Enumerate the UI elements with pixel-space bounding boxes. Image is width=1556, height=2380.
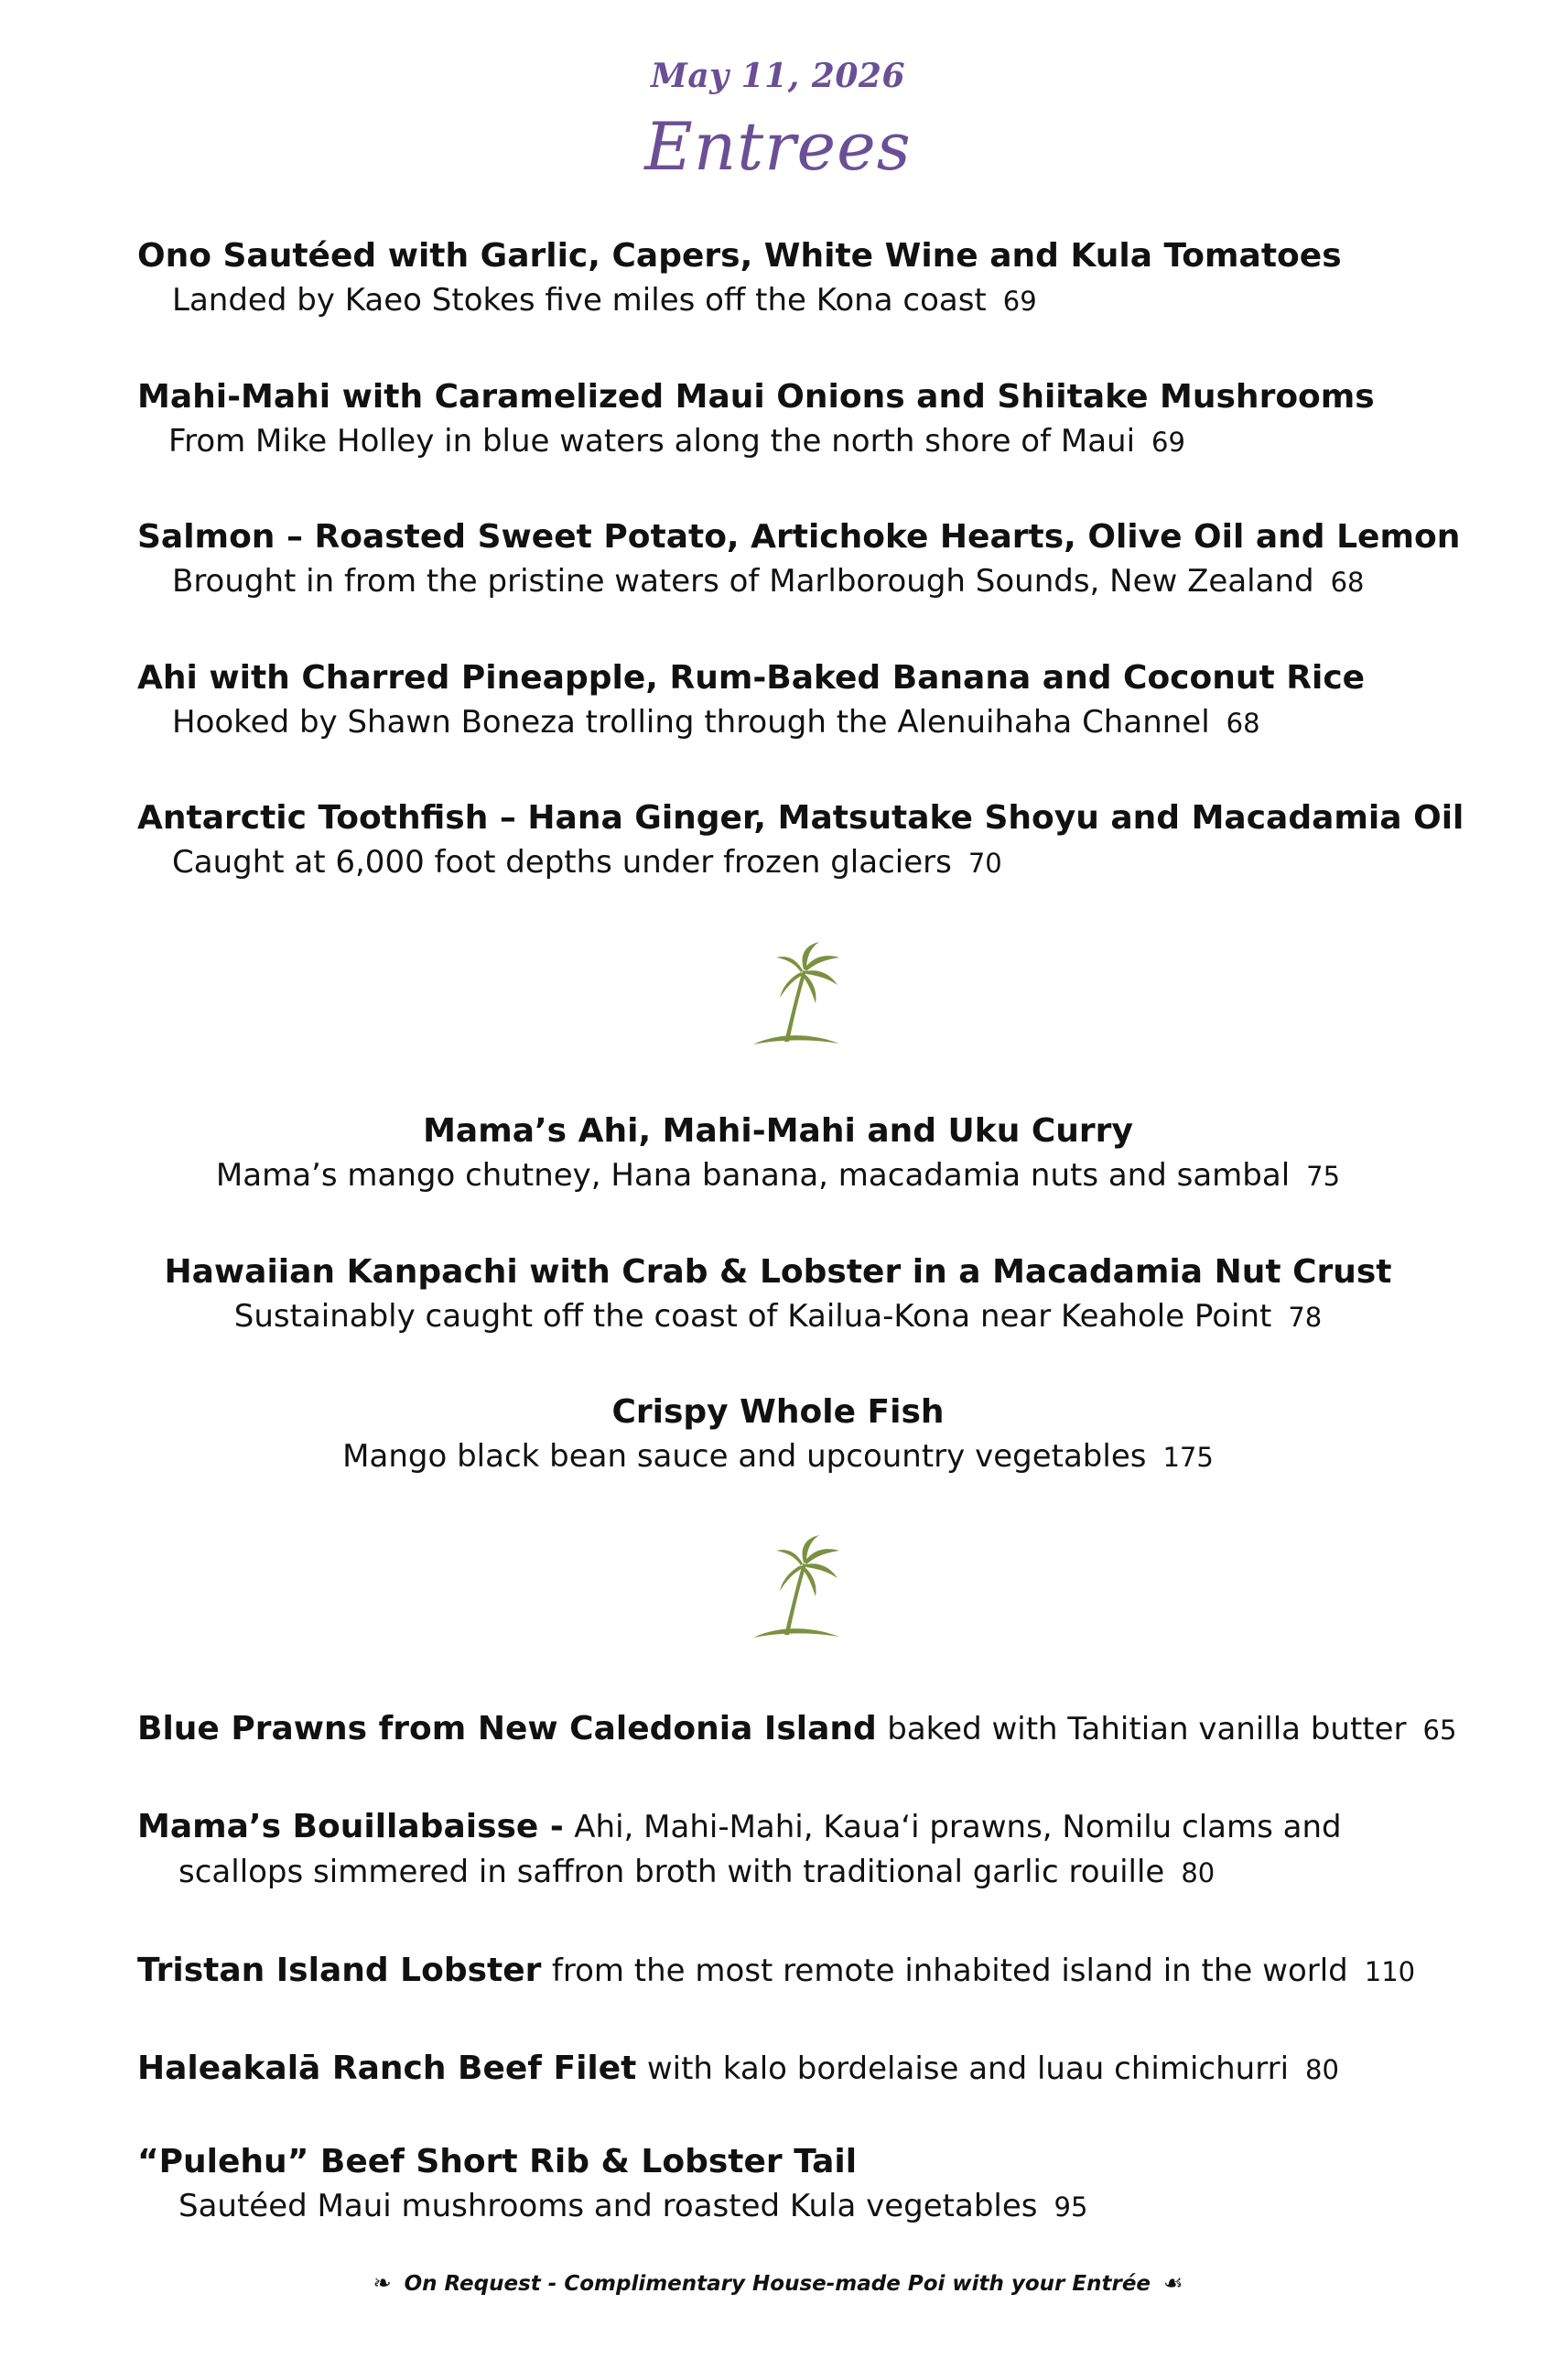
page-title: Entrees bbox=[644, 108, 912, 185]
item-title: Salmon – Roasted Sweet Potato, Artichoke Hearts, Olive Oil and Lemon bbox=[137, 518, 1461, 556]
item-title: Ono Sautéed with Garlic, Capers, White Wine and Kula Tomatoes bbox=[137, 237, 1342, 275]
menu-item-bouillabaisse bbox=[137, 1804, 1342, 1895]
footnote bbox=[0, 2270, 1556, 2296]
item-description: baked with Tahitian vanilla butter bbox=[887, 1711, 1407, 1747]
menu-item-tristan-lobster bbox=[137, 1948, 1415, 1995]
leaf-ornament-icon: ❧ bbox=[373, 2270, 392, 2296]
menu-item-short-rib bbox=[137, 2140, 1087, 2229]
item-description: Mango black bean sauce and upcountry vegetables bbox=[342, 1438, 1147, 1475]
item-description: Sustainably caught off the coast of Kailua-Kona near Keahole Point bbox=[233, 1298, 1272, 1335]
menu-item-ahi bbox=[137, 656, 1365, 745]
footnote-text: On Request - Complimentary House-made Poi with your Entrée bbox=[404, 2272, 1151, 2296]
item-title: Blue Prawns from New Caledonia Island bbox=[137, 1710, 877, 1747]
item-price: 95 bbox=[1054, 2191, 1088, 2223]
menu-item-curry bbox=[0, 1109, 1556, 1198]
item-description: from the most remote inhabited island in the world bbox=[551, 1953, 1348, 1989]
leaf-ornament-icon: ☙ bbox=[1163, 2270, 1183, 2296]
item-price: 80 bbox=[1181, 1857, 1216, 1888]
item-price: 69 bbox=[1151, 427, 1185, 458]
item-description: with kalo bordelaise and luau chimichurri bbox=[646, 2050, 1290, 2087]
item-description: Sautéed Maui mushrooms and roasted Kula vegetables bbox=[178, 2188, 1038, 2224]
menu-item-mahi-mahi bbox=[137, 375, 1375, 464]
item-title: Haleakalā Ranch Beef Filet bbox=[137, 2050, 637, 2087]
item-price: 75 bbox=[1306, 1161, 1341, 1192]
item-price: 69 bbox=[1002, 286, 1037, 317]
menu-item-toothfish bbox=[137, 796, 1464, 885]
menu-item-ono bbox=[137, 234, 1342, 323]
palm-tree-icon bbox=[746, 1531, 847, 1644]
item-title: Mama’s Bouillabaisse - bbox=[137, 1808, 564, 1845]
menu-item-whole-fish bbox=[0, 1390, 1556, 1479]
item-description: Mama’s mango chutney, Hana banana, macadamia nuts and sambal bbox=[215, 1157, 1291, 1194]
item-title: Mahi-Mahi with Caramelized Maui Onions and Shiitake Mushrooms bbox=[137, 378, 1375, 416]
item-price: 70 bbox=[967, 848, 1002, 879]
menu-item-blue-prawns bbox=[137, 1706, 1456, 1753]
item-title: “Pulehu” Beef Short Rib & Lobster Tail bbox=[137, 2143, 858, 2180]
menu-item-salmon bbox=[137, 515, 1460, 604]
item-description-continued: scallops simmered in saffron broth with traditional garlic rouille bbox=[178, 1854, 1165, 1890]
item-price: 65 bbox=[1422, 1715, 1457, 1746]
item-title: Ahi with Charred Pineapple, Rum-Baked Banana and Coconut Rice bbox=[137, 659, 1366, 697]
item-title: Hawaiian Kanpachi with Crab & Lobster in a Macadamia Nut Crust bbox=[164, 1253, 1392, 1291]
item-price: 68 bbox=[1330, 567, 1365, 598]
item-title: Crispy Whole Fish bbox=[611, 1393, 945, 1431]
palm-tree-icon bbox=[746, 937, 847, 1051]
menu-item-kanpachi bbox=[0, 1250, 1556, 1339]
item-price: 80 bbox=[1305, 2054, 1339, 2085]
menu-item-beef-filet bbox=[137, 2046, 1339, 2093]
item-description: Ahi, Mahi-Mahi, Kaua‘i prawns, Nomilu clams and bbox=[574, 1809, 1342, 1845]
item-description: Caught at 6,000 foot depths under frozen glaciers bbox=[172, 844, 952, 881]
item-title: Mama’s Ahi, Mahi-Mahi and Uku Curry bbox=[423, 1112, 1133, 1150]
item-description: Brought in from the pristine waters of Marlborough Sounds, New Zealand bbox=[172, 563, 1314, 600]
item-price: 110 bbox=[1364, 1956, 1416, 1987]
item-price: 68 bbox=[1226, 708, 1260, 739]
item-price: 175 bbox=[1162, 1442, 1214, 1473]
item-title: Tristan Island Lobster bbox=[137, 1952, 542, 1989]
item-description: Hooked by Shawn Boneza trolling through the Alenuihaha Channel bbox=[172, 704, 1210, 741]
menu-date: May 11, 2026 bbox=[651, 57, 905, 95]
item-description: From Mike Holley in blue waters along the north shore of Maui bbox=[168, 423, 1136, 460]
item-description: Landed by Kaeo Stokes five miles off the Kona coast bbox=[172, 282, 987, 319]
item-title: Antarctic Toothfish – Hana Ginger, Matsutake Shoyu and Macadamia Oil bbox=[137, 799, 1464, 837]
item-price: 78 bbox=[1288, 1302, 1323, 1333]
